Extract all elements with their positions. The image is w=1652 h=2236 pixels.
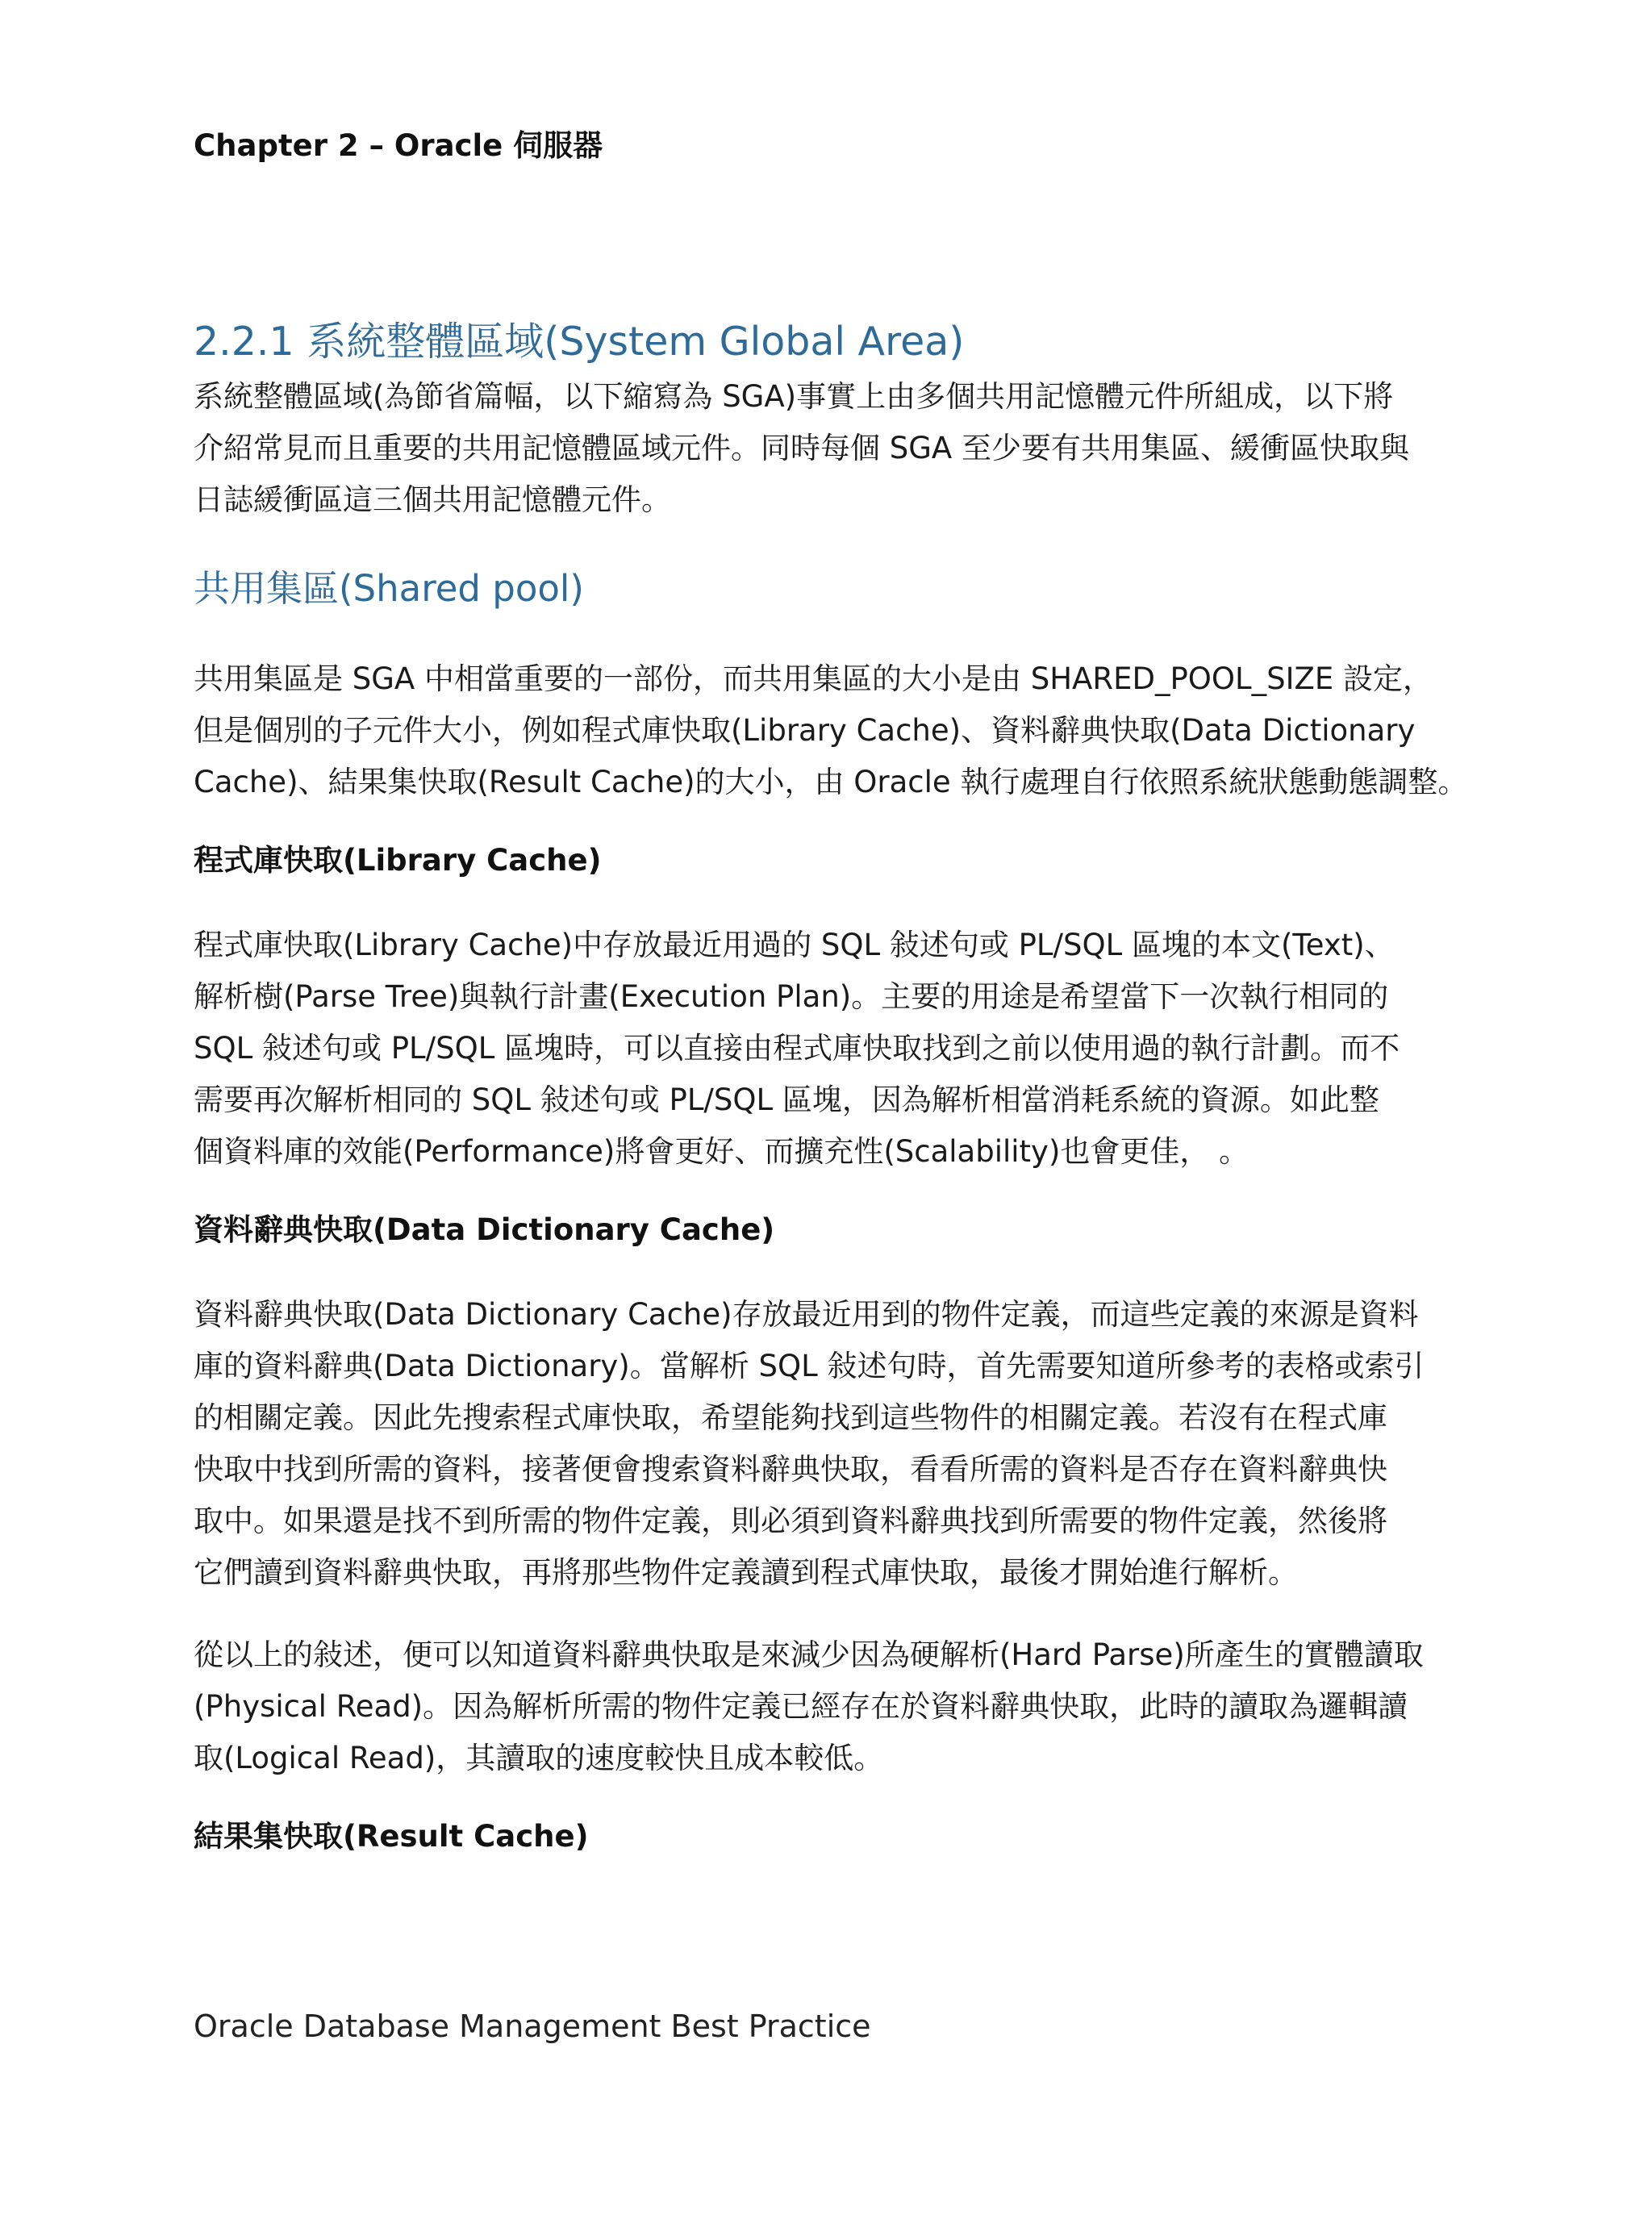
text-line: 它們讀到資料辭典快取，再將那些物件定義讀到程式庫快取，最後才開始進行解析。: [194, 1555, 1298, 1590]
heading-result-cache: 結果集快取(Result Cache): [194, 1819, 589, 1854]
text-line: 日誌緩衝區這三個共用記憶體元件。: [194, 482, 671, 517]
text-line: 資料辭典快取(Data Dictionary Cache)存放最近用到的物件定義，而這些定義的來源是資料: [194, 1297, 1419, 1332]
text-line: (Physical Read)。因為解析所需的物件定義已經存在於資料辭典快取，此時的讀取為邏輯讀: [194, 1689, 1408, 1724]
heading-data-dictionary-cache: 資料辭典快取(Data Dictionary Cache): [194, 1212, 775, 1247]
text-line: 從以上的敍述，便可以知道資料辭典快取是來減少因為硬解析(Hard Parse)所產生的實體讀取: [194, 1637, 1424, 1672]
text-line: 庫的資料辭典(Data Dictionary)。當解析 SQL 敍述句時，首先需要知道所參考的表格或索引: [194, 1349, 1425, 1383]
text-line: 系統整體區域(為節省篇幅，以下縮寫為 SGA)事實上由多個共用記憶體元件所組成，以下將: [194, 379, 1394, 414]
sga-intro-paragraph: [194, 371, 1500, 526]
text-line: 的相關定義。因此先搜索程式庫快取，希望能夠找到這些物件的相關定義。若沒有在程式庫: [194, 1400, 1387, 1435]
shared-pool-paragraph: [194, 653, 1500, 808]
text-line: 共用集區是 SGA 中相當重要的一部份，而共用集區的大小是由 SHARED_POOL_SIZE 設定，: [194, 661, 1433, 696]
data-dictionary-paragraph-2: [194, 1629, 1500, 1784]
heading-library-cache: 程式庫快取(Library Cache): [194, 843, 602, 878]
library-cache-paragraph: [194, 920, 1500, 1178]
text-line: 個資料庫的效能(Performance)將會更好、而擴充性(Scalability)也會更佳， 。: [194, 1134, 1249, 1169]
text-line: 程式庫快取(Library Cache)中存放最近用過的 SQL 敍述句或 PL/SQL 區塊的本文(Text)、: [194, 928, 1395, 962]
text-line: Cache)、結果集快取(Result Cache)的大小，由 Oracle 執行處理自行依照系統狀態動態調整。: [194, 765, 1468, 799]
page-content: [194, 316, 1500, 1896]
chapter-header: Chapter 2 – Oracle 伺服器: [194, 128, 603, 163]
book-title-footer: Oracle Database Management Best Practice: [194, 2009, 871, 2044]
text-line: 但是個別的子元件大小，例如程式庫快取(Library Cache)、資料辭典快取(Data Dictionary: [194, 713, 1416, 748]
text-line: 快取中找到所需的資料，接著便會搜索資料辭典快取，看看所需的資料是否存在資料辭典快: [194, 1452, 1387, 1487]
text-line: 取中。如果還是找不到所需的物件定義，則必須到資料辭典找到所需要的物件定義，然後將: [194, 1504, 1387, 1538]
text-line: 取(Logical Read)，其讀取的速度較快且成本較低。: [194, 1741, 884, 1775]
data-dictionary-paragraph-1: [194, 1289, 1500, 1599]
text-line: 解析樹(Parse Tree)與執行計畫(Execution Plan)。主要的用途是希望當下一次執行相同的: [194, 979, 1389, 1014]
text-line: 介紹常見而且重要的共用記憶體區域元件。同時每個 SGA 至少要有共用集區、緩衝區快取與: [194, 431, 1409, 465]
text-line: SQL 敍述句或 PL/SQL 區塊時，可以直接由程式庫快取找到之前以使用過的執行計劃。而不: [194, 1031, 1400, 1066]
subsection-title-shared-pool: 共用集區(Shared pool): [194, 567, 584, 610]
text-line: 需要再次解析相同的 SQL 敍述句或 PL/SQL 區塊，因為解析相當消耗系統的資源。如此整: [194, 1083, 1379, 1117]
section-title-sga: 2.2.1 系統整體區域(System Global Area): [194, 319, 965, 365]
